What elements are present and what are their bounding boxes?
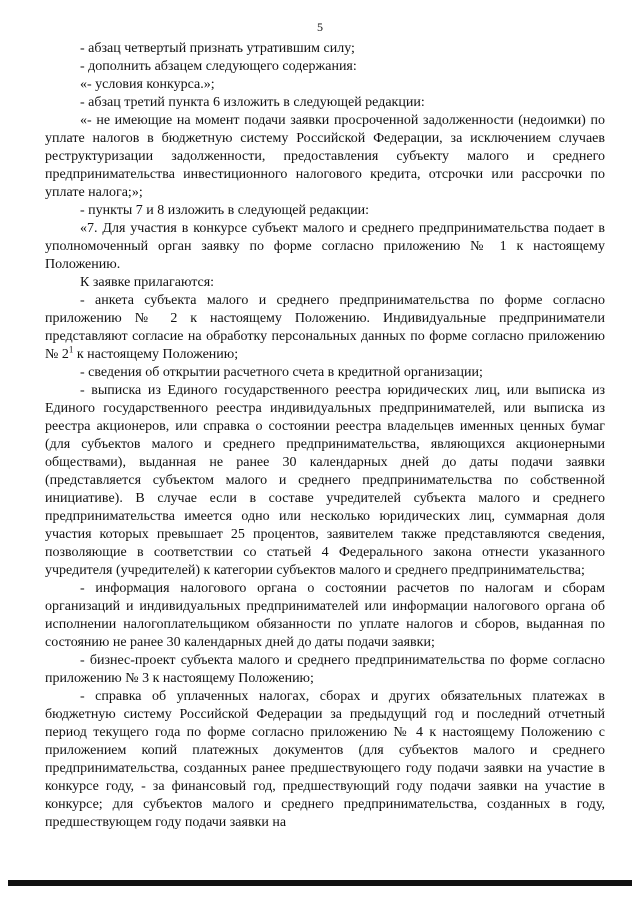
- paragraph-9: [45, 292, 605, 364]
- paragraph-3: «- условия конкурса.»;: [80, 77, 215, 92]
- paragraph-10: - сведения об открытии расчетного счета в кредитной организации;: [80, 365, 483, 380]
- superscript-marker: 1: [68, 344, 74, 355]
- page-number: 5: [317, 20, 323, 34]
- paragraph-9-text: - анкета субъекта малого и среднего предпринимательства по форме согласно приложению № 2 к настоящему Положению. Индивидуальные предприниматели представляют согласие на обработку персональных данных по форме согласно приложению № 2: [45, 293, 605, 362]
- document-body: [45, 40, 605, 832]
- bottom-rule: [8, 880, 632, 886]
- paragraph-11: - выписка из Единого государственного реестра юридических лиц, или выписка из Единого государственного реестра индивидуальных предпринимателей, или выписка из реестра акционеров, или справка о состоянии реестра владельцев именных ценных бумаг (для субъектов малого и среднего предпринимательства, являющихся акционерными обществами), выданная не ранее 30 календарных дней до даты подачи заявки (представляется субъектом малого и среднего предпринимательства по собственной инициативе). В случае если в составе учредителей субъекта малого и среднего предпринимательства имеется одно или несколько юридических лиц, суммарная доля участия которых превышает 25 процентов, заявителем также представляются сведения, позволяющие в соответствии со статьей 4 Федерального закона отнести указанного учредителя (учредителей) к категории субъектов малого и среднего предпринимательства;: [45, 383, 605, 578]
- paragraph-13: - бизнес-проект субъекта малого и среднего предпринимательства по форме согласно приложению № 3 к настоящему Положению;: [45, 653, 605, 686]
- paragraph-7: «7. Для участия в конкурсе субъект малого и среднего предпринимательства подает в уполномоченный орган заявку по форме согласно приложению № 1 к настоящему Положению.: [45, 221, 605, 272]
- paragraph-6: - пункты 7 и 8 изложить в следующей редакции:: [80, 203, 370, 218]
- paragraph-1: - абзац четвертый признать утратившим силу;: [80, 41, 355, 56]
- paragraph-8: К заявке прилагаются:: [80, 275, 215, 290]
- paragraph-5: «- не имеющие на момент подачи заявки просроченной задолженности (недоимки) по уплате налогов в бюджетную систему Российской Федерации, за исключением случаев реструктуризации задолженности, предоставления субъекту малого и среднего предпринимательства инвестиционного налогового кредита, отсрочки или рассрочки по уплате налога;»;: [45, 113, 605, 200]
- paragraph-14: - справка об уплаченных налогах, сборах и других обязательных платежах в бюджетную систему Российской Федерации за предыдущий год и последний отчетный период текущего года по форме согласно приложению № 4 к настоящему Положению с приложением копий платежных документов (для субъектов малого и среднего предпринимательства, созданных ранее предшествующего году подачи заявки на участие в конкурсе году, - за финансовый год, предшествующий году подачи заявки на участие в конкурсе; для субъектов малого и среднего предпринимательства, созданных в году, предшествующем году подачи заявки на: [45, 689, 605, 830]
- paragraph-4: - абзац третий пункта 6 изложить в следующей редакции:: [80, 95, 425, 110]
- paragraph-12: - информация налогового органа о состоянии расчетов по налогам и сборам организаций и индивидуальных предпринимателей или информации налогового органа об исполнении налогоплательщиком обязанности по уплате налогов и сборов, выданная по состоянию не ранее 30 календарных дней до даты подачи заявки;: [45, 581, 605, 650]
- paragraph-9-tail: к настоящему Положению;: [73, 347, 239, 362]
- paragraph-2: - дополнить абзацем следующего содержания:: [80, 59, 357, 74]
